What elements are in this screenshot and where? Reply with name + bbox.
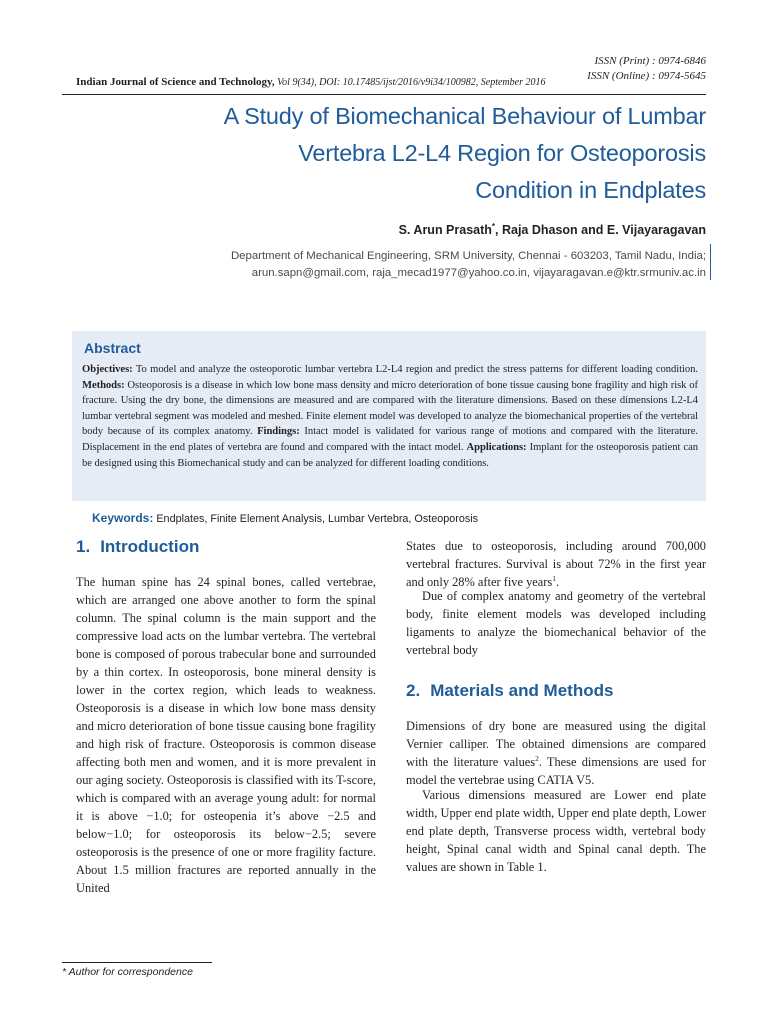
journal-citation [76, 76, 576, 88]
findings-label: Findings: [257, 426, 300, 438]
corresponding-mark: * [491, 221, 496, 231]
abstract-heading: Abstract [84, 340, 141, 356]
section-number: 2. [406, 681, 421, 700]
section-title: Introduction [100, 537, 200, 556]
intro-paragraph-2: Due of complex anatomy and geometry of the vertebral body, finite element models was developed including ligaments to analyze the biomechanical behavior of the vertebral body [406, 589, 706, 657]
title-line-3: Condition in Endplates [475, 177, 706, 203]
methods-text: Osteoporosis is a disease in which low bone mass density and micro deterioration of bone tissue causing bone fragility and high risk of fracture. Using the dry bone, the dimensions are measured and are compared with the literature dimensions. Based on these dimensions L2-L4 lumbar vertebral segment was modeled and meshed. Finite element model was developed to analyze the biomechanical properties of the vertebral body because of its complex anatomy. [82, 379, 698, 438]
affiliation-accent-rule [710, 244, 711, 280]
author-first: S. Arun Prasath [398, 223, 492, 237]
intro-paragraph-1-continued [406, 537, 706, 591]
methods-paragraph-1 [406, 717, 706, 789]
keywords-label: Keywords: [92, 511, 154, 525]
keywords-text: Endplates, Finite Element Analysis, Lumbar Vertebra, Osteoporosis [153, 513, 479, 525]
reference-2: 2 [535, 753, 539, 763]
footnote-divider [62, 962, 212, 963]
applications-text: Implant for the osteoporosis patient can be designed using this Biomechanical study and can be analyzed for different loading conditions. [82, 441, 698, 469]
section-number: 1. [76, 537, 91, 556]
intro-cont-text: States due to osteoporosis, including around 700,000 vertebral fractures. Survival is about 72% in the first year and only 28% after five years [406, 539, 706, 589]
header-divider [62, 94, 706, 95]
intro-cont-end: . [555, 575, 560, 589]
footnote-correspondence: * Author for correspondence [62, 966, 193, 978]
methods-p1-b: . These dimensions are used for model the vertebrae using CATIA V5. [406, 755, 706, 787]
affiliation [160, 248, 706, 282]
intro-paragraph-1: The human spine has 24 spinal bones, called vertebrae, which are arranged one above another to form the spinal column. The spinal column is the main support and the compressive load acts on the lumbar vertebra. The vertebral bone is composed of porous trabecular bone and surrounded by a thin cortex. In osteoporosis, bone mineral density is lower in the cortex region, which leads to weakness. Osteoporosis is a disease in which low bone mass density and micro deterioration of bone tissue causing bone fragility and high risk of fracture. Osteoporosis is common disease affecting both men and women, and it is more prevalent in our aging society. Osteoporosis is classified with its T-score, which is compared with an average young adult: for normal it is above −1.0; for osteopenia it’s above −2.5 and below−1.0; for osteoporosis its below−2.5; severe osteoporosis is the presence of one or more fragility facture. About 1.5 million fractures are reported annually in the United [76, 575, 376, 895]
section-title: Materials and Methods [430, 681, 614, 700]
section-heading-materials-methods [406, 681, 613, 701]
methods-paragraph-2: Various dimensions measured are Lower end plate width, Upper end plate width, Upper end plate depth, Lower end plate depth, Transverse process width, vertebral body height, Spinal canal width and Spinal canal depth. The values are shown in Table 1. [406, 788, 706, 874]
journal-meta: Vol 9(34), DOI: 10.17485/ijst/2016/v9i34/100982, September 2016 [274, 77, 546, 88]
title-line-2: Vertebra L2-L4 Region for Osteoporosis [298, 140, 706, 166]
keywords [92, 511, 712, 525]
reference-1: 1 [552, 573, 556, 583]
section-heading-introduction [76, 537, 199, 557]
paper-title [120, 98, 706, 209]
affiliation-line-1: Department of Mechanical Engineering, SRM University, Chennai - 603203, Tamil Nadu, India; [230, 250, 706, 262]
issn-block [560, 54, 706, 84]
methods-p1-a: Dimensions of dry bone are measured using the digital Vernier calliper. The obtained dimensions are compared with the literature values [406, 719, 706, 769]
affiliation-emails: arun.sapn@gmail.com, raja_mecad1977@yahoo.co.in, vijayaragavan.e@ktr.srmuniv.ac.in [251, 267, 706, 279]
journal-name: Indian Journal of Science and Technology, [76, 76, 275, 88]
issn-print: ISSN (Print) : 0974-6846 [594, 55, 706, 67]
objectives-text: To model and analyze the osteoporotic lumbar vertebra L2-L4 region and predict the stress patterns for different loading condition. [132, 364, 698, 375]
objectives-label: Objectives: [82, 364, 133, 375]
methods-label: Methods: [82, 379, 125, 391]
applications-label: Applications: [466, 441, 527, 453]
author-list [200, 223, 706, 237]
issn-online: ISSN (Online) : 0974-5645 [587, 70, 706, 82]
author-rest: , Raja Dhason and E. Vijayaragavan [495, 223, 706, 237]
abstract-text [82, 362, 698, 471]
title-line-1: A Study of Biomechanical Behaviour of Lumbar [223, 103, 706, 129]
findings-text: Intact model is validated for various range of motions and compared with the literature. Displacement in the end plates of vertebra are found and compared with the intact model. [82, 426, 698, 453]
